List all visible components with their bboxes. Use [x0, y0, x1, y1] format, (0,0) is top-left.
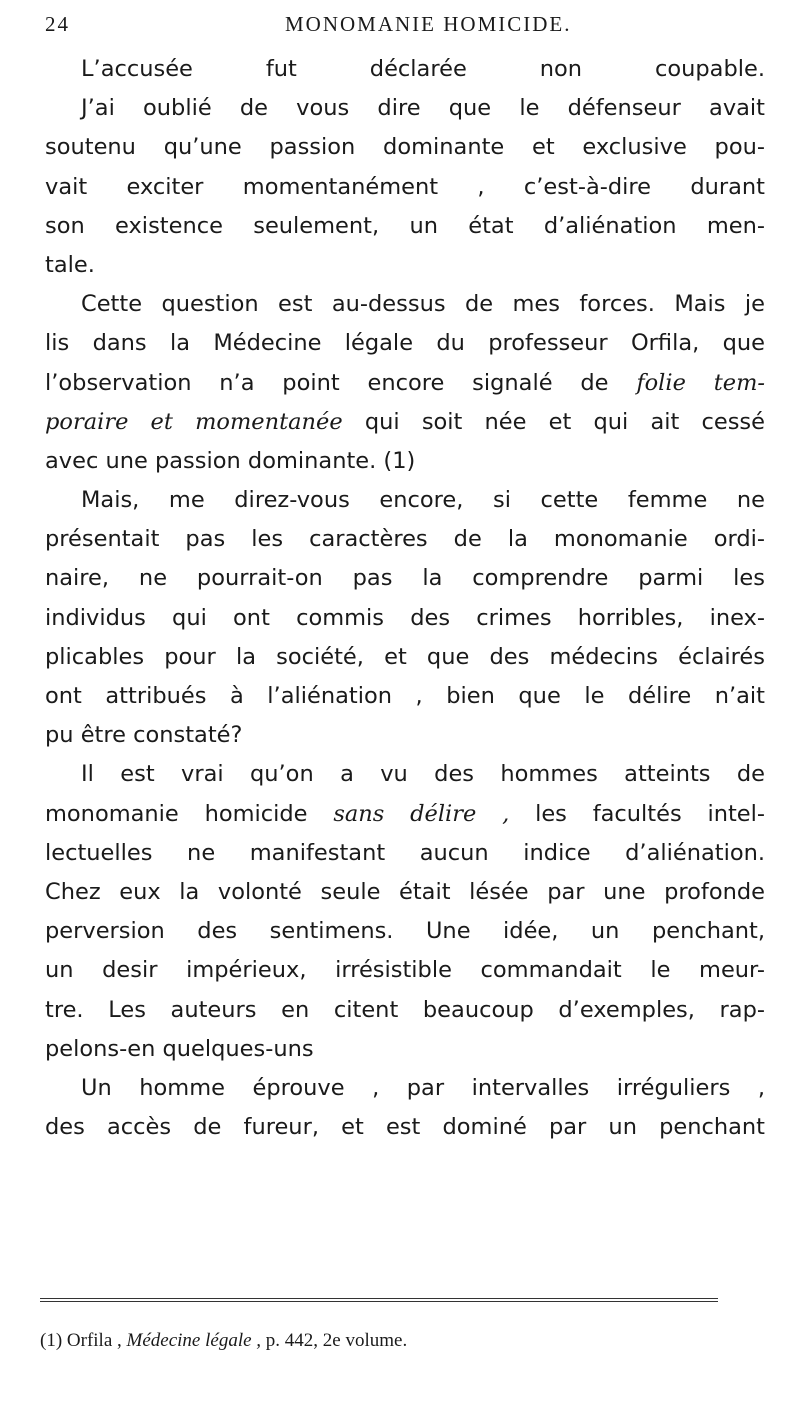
text-line: vait exciter momentanément , c’est-à-dire durant: [45, 173, 765, 200]
text-line: plicables pour la société, et que des médecins éclairés: [45, 643, 765, 670]
text-line: Un homme éprouve , par intervalles irréguliers ,: [81, 1074, 765, 1101]
text-line: Il est vrai qu’on a vu des hommes atteints de: [81, 761, 765, 788]
text-line: Cette question est au-dessus de mes forces. Mais je: [81, 291, 765, 318]
running-title: MONOMANIE HOMICIDE.: [285, 12, 572, 36]
body-text: [45, 50, 765, 1147]
text-line: pu être constaté?: [45, 722, 243, 749]
page-header: [45, 0, 765, 50]
text-segment: les facultés intel-: [535, 800, 766, 827]
footnote-title: Médecine légale ,: [126, 1330, 262, 1351]
text-line: un desir impérieux, irrésistible commandait le meur-: [45, 957, 765, 984]
text-line: J’ai oublié de vous dire que le défenseur avait: [81, 95, 765, 122]
text-segment: l’observation n’a point encore signalé de: [45, 369, 609, 396]
footnote-reference: p. 442, 2e volume.: [265, 1330, 408, 1351]
text-line: [45, 364, 765, 403]
text-line: présentait pas les caractères de la monomanie ordi-: [45, 526, 765, 553]
footnote: [40, 1330, 407, 1352]
footnote-divider: [40, 1298, 718, 1302]
italic-phrase: folie tem-: [636, 369, 766, 396]
text-line: ont attribués à l’aliénation , bien que le délire n’ait: [45, 683, 765, 709]
text-line: individus qui ont commis des crimes horribles, inex-: [45, 604, 765, 631]
text-line: Mais, me direz-vous encore, si cette femme ne: [81, 487, 765, 514]
text-segment: monomanie homicide: [45, 800, 308, 827]
text-line: son existence seulement, un état d’aliénation men-: [45, 212, 765, 239]
text-line: naire, ne pourrait-on pas la comprendre parmi les: [45, 565, 765, 592]
text-line: des accès de fureur, et est dominé par un penchant: [45, 1114, 765, 1141]
text-line: L’accusée fut déclarée non coupable.: [81, 56, 765, 82]
text-line: avec une passion dominante. (1): [45, 447, 416, 474]
text-line: soutenu qu’une passion dominante et exclusive pou-: [45, 134, 765, 161]
footnote-author: Orfila ,: [66, 1330, 122, 1351]
text-line: perversion des sentimens. Une idée, un penchant,: [45, 918, 765, 945]
page-number: 24: [45, 12, 70, 36]
document-page: [45, 0, 766, 1141]
italic-phrase: sans délire ,: [333, 800, 510, 827]
text-line: lis dans la Médecine légale du professeur Orfila, que: [45, 330, 765, 357]
text-line: [45, 795, 765, 834]
text-line: tale.: [45, 251, 95, 278]
text-line: pelons-en quelques-uns: [45, 1035, 314, 1062]
text-line: lectuelles ne manifestant aucun indice d’aliénation.: [45, 839, 765, 866]
italic-phrase: poraire et momentanée: [45, 408, 343, 435]
text-segment: qui soit née et qui ait cessé: [364, 408, 765, 435]
text-line: [45, 403, 765, 442]
text-line: tre. Les auteurs en citent beaucoup d’exemples, rap-: [45, 996, 765, 1023]
text-line: Chez eux la volonté seule était lésée par une profonde: [45, 878, 765, 905]
footnote-marker: (1): [40, 1330, 63, 1351]
